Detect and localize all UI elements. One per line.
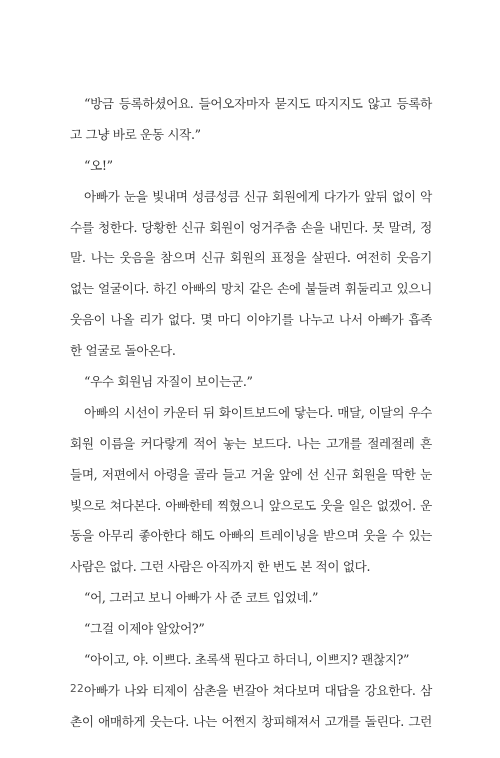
text-line: 아빠의 시선이 카운터 뒤 화이트보드에 닿는다. 매달, 이달의 우수 (84, 404, 432, 420)
text-line: “방금 등록하셨어요. 들어오자마자 묻지도 따지지도 않고 등록하 (84, 96, 432, 111)
text-line: 아빠가 나와 티제이 삼촌을 번갈아 쳐다보며 대답을 강요한다. 삼 (84, 682, 432, 698)
text-line: 아빠가 눈을 빛내며 성큼성큼 신규 회원에게 다가가 앞뒤 없이 악 (84, 188, 432, 204)
text-line: 한 얼굴로 돌아온다. (70, 343, 176, 359)
text-line: 말. 나는 웃음을 참으며 신규 회원의 표정을 살핀다. 여전히 웃음기 (70, 250, 432, 266)
text-line: 회원 이름을 커다랗게 적어 놓는 보드다. 나는 고개를 절레절레 흔 (70, 435, 432, 451)
text-line: “아이고, 야. 이쁘다. 초록색 뭔다고 하더니, 이쁘지? 괜찮지?” (84, 652, 410, 668)
text-line: “어, 그러고 보니 아빠가 사 준 코트 입었네.” (84, 590, 319, 606)
text-line: 고 그냥 바로 운동 시작.” (70, 126, 201, 142)
text-line: 빛으로 쳐다본다. 아빠한테 찍혔으니 앞으로도 웃을 일은 없겠어. 운 (70, 497, 432, 513)
page-number: 22 (70, 683, 84, 695)
body-text (70, 89, 432, 738)
text-line: 수를 청한다. 당황한 신규 회원이 엉거주춤 손을 내민다. 못 말려, 정 (70, 219, 432, 235)
text-line: 웃음이 나올 리가 없다. 몇 마디 이야기를 나누고 나서 아빠가 흡족 (70, 312, 432, 328)
text-line: 없는 얼굴이다. 하긴 아빠의 망치 같은 손에 붙들려 휘둘리고 있으니 (70, 281, 432, 297)
text-line: “오!” (84, 157, 113, 173)
text-line: 사람은 없다. 그런 사람은 아직까지 한 번도 본 적이 없다. (70, 559, 371, 575)
text-line: 들며, 저편에서 아령을 골라 들고 거울 앞에 선 신규 회원을 딱한 눈 (70, 466, 432, 482)
text-line: “그걸 이제야 알았어?” (84, 621, 205, 637)
text-line: 촌이 애매하게 웃는다. 나는 어쩐지 창피해져서 고개를 돌린다. 그런 (70, 713, 432, 729)
text-line: 동을 아무리 좋아한다 해도 아빠의 트레이닝을 받으며 웃을 수 있는 (70, 528, 432, 544)
text-line: “우수 회원님 자질이 보이는군.” (84, 374, 253, 390)
